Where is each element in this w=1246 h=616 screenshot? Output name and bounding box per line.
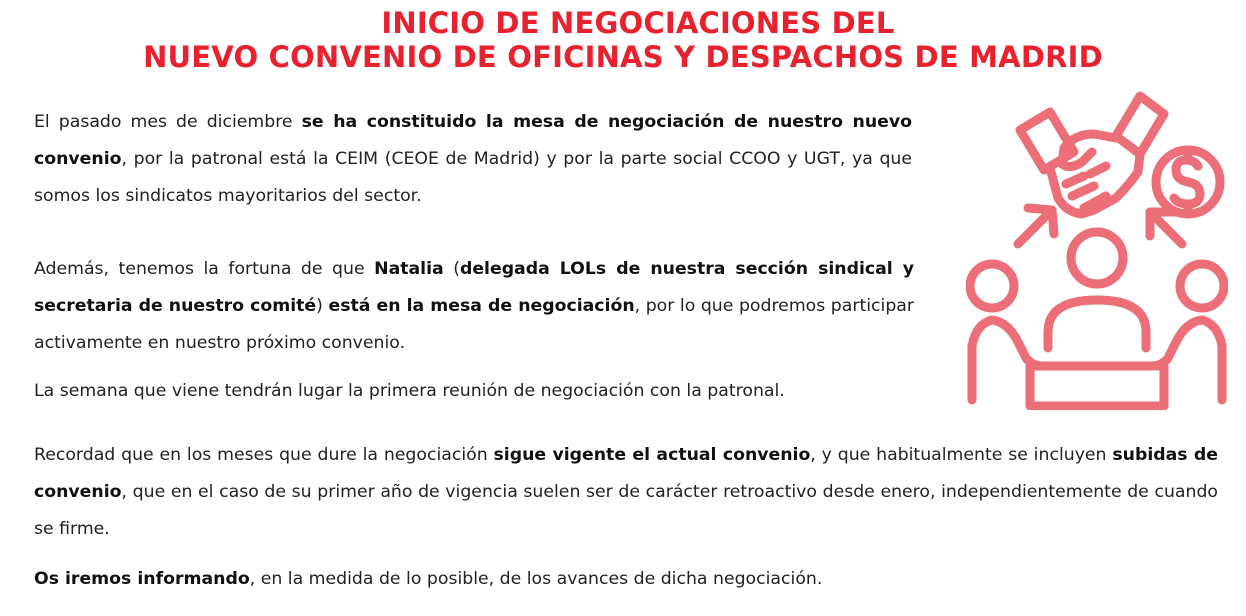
text: ( [443,259,460,279]
title-line-1: INICIO DE NEGOCIACIONES DEL [381,6,895,40]
paragraph-primera-reunion [34,373,964,410]
paragraph-informando [34,561,1218,598]
text: El pasado mes de diciembre [34,112,302,132]
text: , que en el caso de su primer año de vigencia suelen ser de carácter retroactivo desde enero, independientemente de cuando se firme. [34,482,1218,539]
bold-text: delegada LOLs de nuestra sección sindical y secretaria de nuestro comité [34,259,915,316]
text: Además, tenemos la fortuna de que [34,259,375,279]
bold-text: Natalia [374,259,444,279]
paragraph-mesa-constituida [34,104,912,215]
title-line-2: NUEVO CONVENIO DE OFICINAS Y DESPACHOS DE MADRID [143,40,1103,74]
paragraph-natalia [34,251,914,362]
text: , y que habitualmente se incluyen [810,445,1113,465]
text: , por la patronal está la CEIM (CEOE de Madrid) y por la parte social CCOO y UGT, ya que somos los sindicatos mayoritarios del sector. [34,149,912,206]
bold-text: se ha constituido la mesa de negociación de nuestro nuevo convenio [34,112,912,169]
text: , en la medida de lo posible, de los avances de dicha negociación. [249,569,823,589]
negotiation-handshake-dollar-icon [966,86,1228,410]
text: ) [316,296,329,316]
text: , por lo que podremos participar activamente en nuestro próximo convenio. [34,296,914,353]
bold-text: está en la mesa de negociación [328,296,635,316]
paragraph-convenio-vigente [34,437,1218,548]
text: Recordad que en los meses que dure la negociación [34,445,494,465]
page-title [0,6,1246,74]
bold-text: subidas de convenio [34,445,1219,502]
text: La semana que viene tendrán lugar la primera reunión de negociación con la patronal. [34,381,785,401]
bold-text: Os iremos informando [34,569,250,589]
bold-text: sigue vigente el actual convenio [493,445,811,465]
